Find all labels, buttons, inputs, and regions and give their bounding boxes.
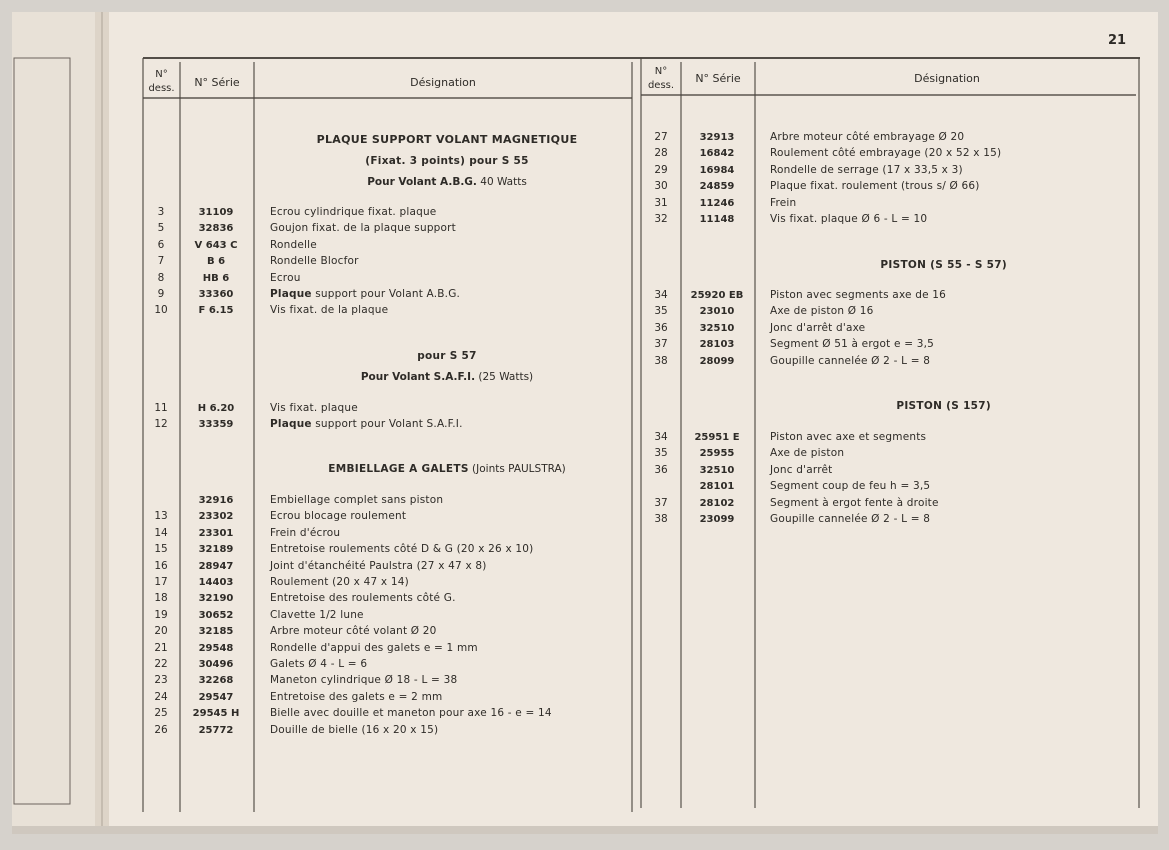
row-designation-text: Ecrou cylindrique fixat. plaque [270,206,437,218]
row-serie: 32510 [699,464,735,476]
row-designation [770,147,1001,160]
row-designation-text: Plaque fixat. roulement (trous s/ Ø 66) [770,180,980,193]
row-num: 21 [154,641,168,654]
row-designation-text: Jonc d'arrêt [770,463,833,476]
row-designation [770,180,980,193]
row-num: 26 [154,723,168,736]
row-designation-text: Rondelle d'appui des galets e = 1 mm [270,641,478,654]
row-num: 34 [654,431,668,443]
row-designation [770,322,865,335]
row-designation [270,255,359,268]
row-designation [770,164,963,177]
header-num-line2-right: dess. [647,80,675,91]
row-designation-text: Arbre moteur côté volant Ø 20 [270,625,437,638]
row-serie: 32916 [198,495,234,506]
row-serie: 24859 [699,181,735,193]
row-designation-text: Frein [770,196,797,209]
row-designation-text: Vis fixat. plaque [270,402,358,414]
row-num: 32 [654,213,668,225]
row-num: 35 [654,447,668,460]
row-designation-text: Rondelle Blocfor [270,255,359,268]
row-num: 5 [157,222,165,235]
row-serie: 32268 [198,675,234,687]
section-subtitle-safi [254,371,640,384]
row-designation-text: Segment Ø 51 à ergot e = 3,5 [770,338,935,351]
row-num: 34 [654,289,668,301]
row-num: 28 [654,147,668,160]
row-num: 10 [154,304,168,317]
header-serie-right: N° Série [695,72,741,85]
row-designation-text: Vis fixat. plaque Ø 6 - L = 10 [770,213,928,225]
row-designation-text: Bielle avec douille et maneton pour axe 16 - e = 14 [270,707,552,720]
row-num: 37 [654,496,668,509]
row-designation [770,513,930,526]
row-designation [770,289,946,302]
row-designation-text: Segment à ergot fente à droite [770,496,939,509]
row-num: 37 [654,338,668,351]
row-serie: 16984 [699,164,735,176]
row-num: 23 [154,674,168,687]
section-subtitle-abg-rest: 40 Watts [476,176,527,188]
header-designation-right: Désignation [914,72,980,85]
row-designation-text: Segment coup de feu h = 3,5 [770,480,931,493]
row-serie: 32185 [198,626,234,638]
row-serie: 28103 [699,339,735,351]
row-num: 7 [157,255,165,268]
row-designation-text: Ecrou blocage roulement [270,510,407,523]
row-serie: 14403 [198,577,234,588]
row-serie: 23302 [198,511,234,523]
row-designation [770,497,939,510]
row-designation [270,691,442,704]
row-designation [770,464,832,477]
row-designation [270,527,340,540]
row-designation [270,609,364,622]
row-designation [270,272,301,285]
row-designation-text: Douille de bielle (16 x 20 x 15) [270,723,439,736]
row-designation-text: Piston avec segments axe de 16 [770,289,947,301]
row-designation [270,625,437,638]
row-designation-text: Roulement côté embrayage (20 x 52 x 15) [770,147,1002,160]
header-num-line1-right: N° [654,66,668,77]
row-serie: 25955 [699,448,735,460]
row-designation-text: Entretoise des galets e = 2 mm [270,690,443,703]
section-subtitle-abg [254,176,640,189]
row-designation-text: Axe de piston [770,447,845,460]
row-serie: 29545 H [192,708,240,720]
row-designation [770,431,926,444]
header-designation: Désignation [410,76,476,89]
row-designation-text: Ecrou [270,271,301,284]
row-serie: 23010 [699,306,735,318]
section-title-embiellage [254,463,640,476]
row-designation [770,197,796,210]
row-designation [270,674,457,687]
row-designation [270,222,456,235]
row-designation [270,724,438,737]
row-serie: 31109 [198,207,234,218]
row-serie: 25772 [198,724,234,736]
row-num: 8 [157,271,165,284]
section-title-s57: pour S 57 [417,350,477,362]
row-designation [770,131,964,144]
section-subtitle-safi-rest: (25 Watts) [475,371,534,383]
row-designation-bold: Plaque [270,288,312,300]
section-title-plaque: PLAQUE SUPPORT VOLANT MAGNETIQUE [316,133,578,146]
row-designation [270,592,456,605]
row-designation [770,213,927,226]
row-num: 6 [157,238,165,251]
row-designation [270,642,478,655]
section-subtitle-fixat: (Fixat. 3 points) pour S 55 [365,155,529,167]
row-designation-text: Roulement (20 x 47 x 14) [270,576,409,588]
row-serie: 33359 [198,419,234,431]
row-num: 38 [654,513,668,525]
row-serie: V 643 C [194,239,238,251]
row-serie: 23301 [198,527,234,539]
row-designation [270,239,317,252]
row-num: 31 [654,196,668,209]
row-designation [270,304,388,317]
row-designation [270,418,463,431]
row-num: 35 [654,305,668,318]
row-designation [270,206,436,219]
row-num: 3 [157,206,165,218]
row-designation [270,576,409,589]
row-serie: 32836 [198,223,234,235]
row-designation [270,402,358,415]
row-designation-text: Piston avec axe et segments [770,431,927,443]
row-num: 12 [154,418,168,431]
row-serie: 28947 [198,560,234,572]
row-num: 16 [154,559,168,572]
row-num: 36 [654,463,668,476]
row-num: 36 [654,321,668,334]
row-serie: HB 6 [202,272,230,284]
row-serie: 32510 [699,322,735,334]
row-designation [270,560,487,573]
row-designation-text: support pour Volant S.A.F.I. [311,418,463,431]
section-title-piston-s55: PISTON (S 55 - S 57) [880,259,1007,271]
row-designation [770,447,844,460]
row-designation-text: Embiellage complet sans piston [270,494,444,506]
row-serie: 29547 [198,691,234,703]
row-designation-text: support pour Volant A.B.G. [311,288,461,300]
row-serie: 28102 [699,497,735,509]
row-designation [770,480,930,493]
row-num: 38 [654,354,668,367]
row-designation [270,494,443,507]
row-num: 14 [154,526,168,539]
row-designation [270,658,367,671]
row-designation-text: Arbre moteur côté embrayage Ø 20 [770,131,965,143]
row-designation [270,288,460,301]
row-serie: 29548 [198,642,234,654]
row-serie: 32189 [198,544,234,556]
row-serie: 30652 [198,609,234,621]
row-serie: 11246 [699,197,735,209]
row-serie: 32913 [699,132,735,143]
row-serie: F 6.15 [198,305,234,317]
row-designation-text: Joint d'étanchéité Paulstra (27 x 47 x 8) [270,559,487,572]
row-designation-text: Rondelle de serrage (17 x 33,5 x 3) [770,163,963,176]
row-designation-text: Maneton cylindrique Ø 18 - L = 38 [270,674,458,687]
row-designation-text: Vis fixat. de la plaque [270,304,389,317]
row-designation-text: Goujon fixat. de la plaque support [270,222,457,235]
row-designation [270,707,552,720]
row-serie: 16842 [699,148,735,160]
section-title-piston-s157: PISTON (S 157) [896,400,991,412]
row-designation-bold: Plaque [270,418,312,431]
row-designation-text: Galets Ø 4 - L = 6 [270,658,368,670]
row-designation-text: Entretoise roulements côté D & G (20 x 26 x 10) [270,543,534,556]
row-num: 24 [154,690,168,703]
row-serie: 33360 [198,289,234,300]
row-num: 25 [154,707,168,720]
section-title-embiellage-bold: EMBIELLAGE A GALETS [328,463,469,475]
row-num: 17 [154,576,168,588]
header-num-line2: dess. [148,83,175,94]
section-subtitle-safi-bold: Pour Volant S.A.F.I. [360,371,476,383]
row-serie: 23099 [699,514,735,525]
row-designation-text: Clavette 1/2 lune [270,608,364,621]
row-designation-text: Axe de piston Ø 16 [770,305,874,318]
row-num: 15 [154,543,168,556]
page-number: 21 [1108,33,1127,48]
row-num: 18 [154,592,168,605]
row-serie: B 6 [206,256,226,268]
row-serie: 28101 [699,481,735,493]
row-num: 29 [654,163,668,176]
row-designation-text: Entretoise des roulements côté G. [270,592,456,605]
section-subtitle-abg-bold: Pour Volant A.B.G. [367,176,477,188]
row-designation [270,510,406,523]
header-serie: N° Série [194,76,240,89]
row-designation-text: Jonc d'arrêt d'axe [770,321,866,334]
row-designation-text: Rondelle [270,238,317,251]
row-num: 20 [154,625,168,638]
row-num: 11 [154,402,168,414]
row-designation-text: Goupille cannelée Ø 2 - L = 8 [770,354,931,367]
row-serie: 32190 [198,593,234,605]
row-serie: 28099 [699,355,735,367]
row-serie: 25920 EB [690,290,744,301]
row-num: 27 [654,131,668,143]
row-designation-text: Goupille cannelée Ø 2 - L = 8 [770,513,931,525]
row-serie: 25951 E [694,432,740,443]
row-num: 22 [154,658,168,670]
header-num-line1: N° [155,69,168,80]
section-title-embiellage-rest: (Joints PAULSTRA) [468,463,566,475]
row-num: 30 [654,180,668,193]
row-designation [770,305,873,318]
row-serie: H 6.20 [197,403,235,414]
row-designation [770,338,934,351]
row-serie: 30496 [198,659,234,670]
row-designation [770,355,930,368]
row-num: 19 [154,608,168,621]
row-num: 9 [157,288,165,300]
row-designation-text: Frein d'écrou [270,526,341,539]
row-num: 13 [154,510,168,523]
row-designation [270,543,533,556]
row-serie: 11148 [699,214,735,225]
